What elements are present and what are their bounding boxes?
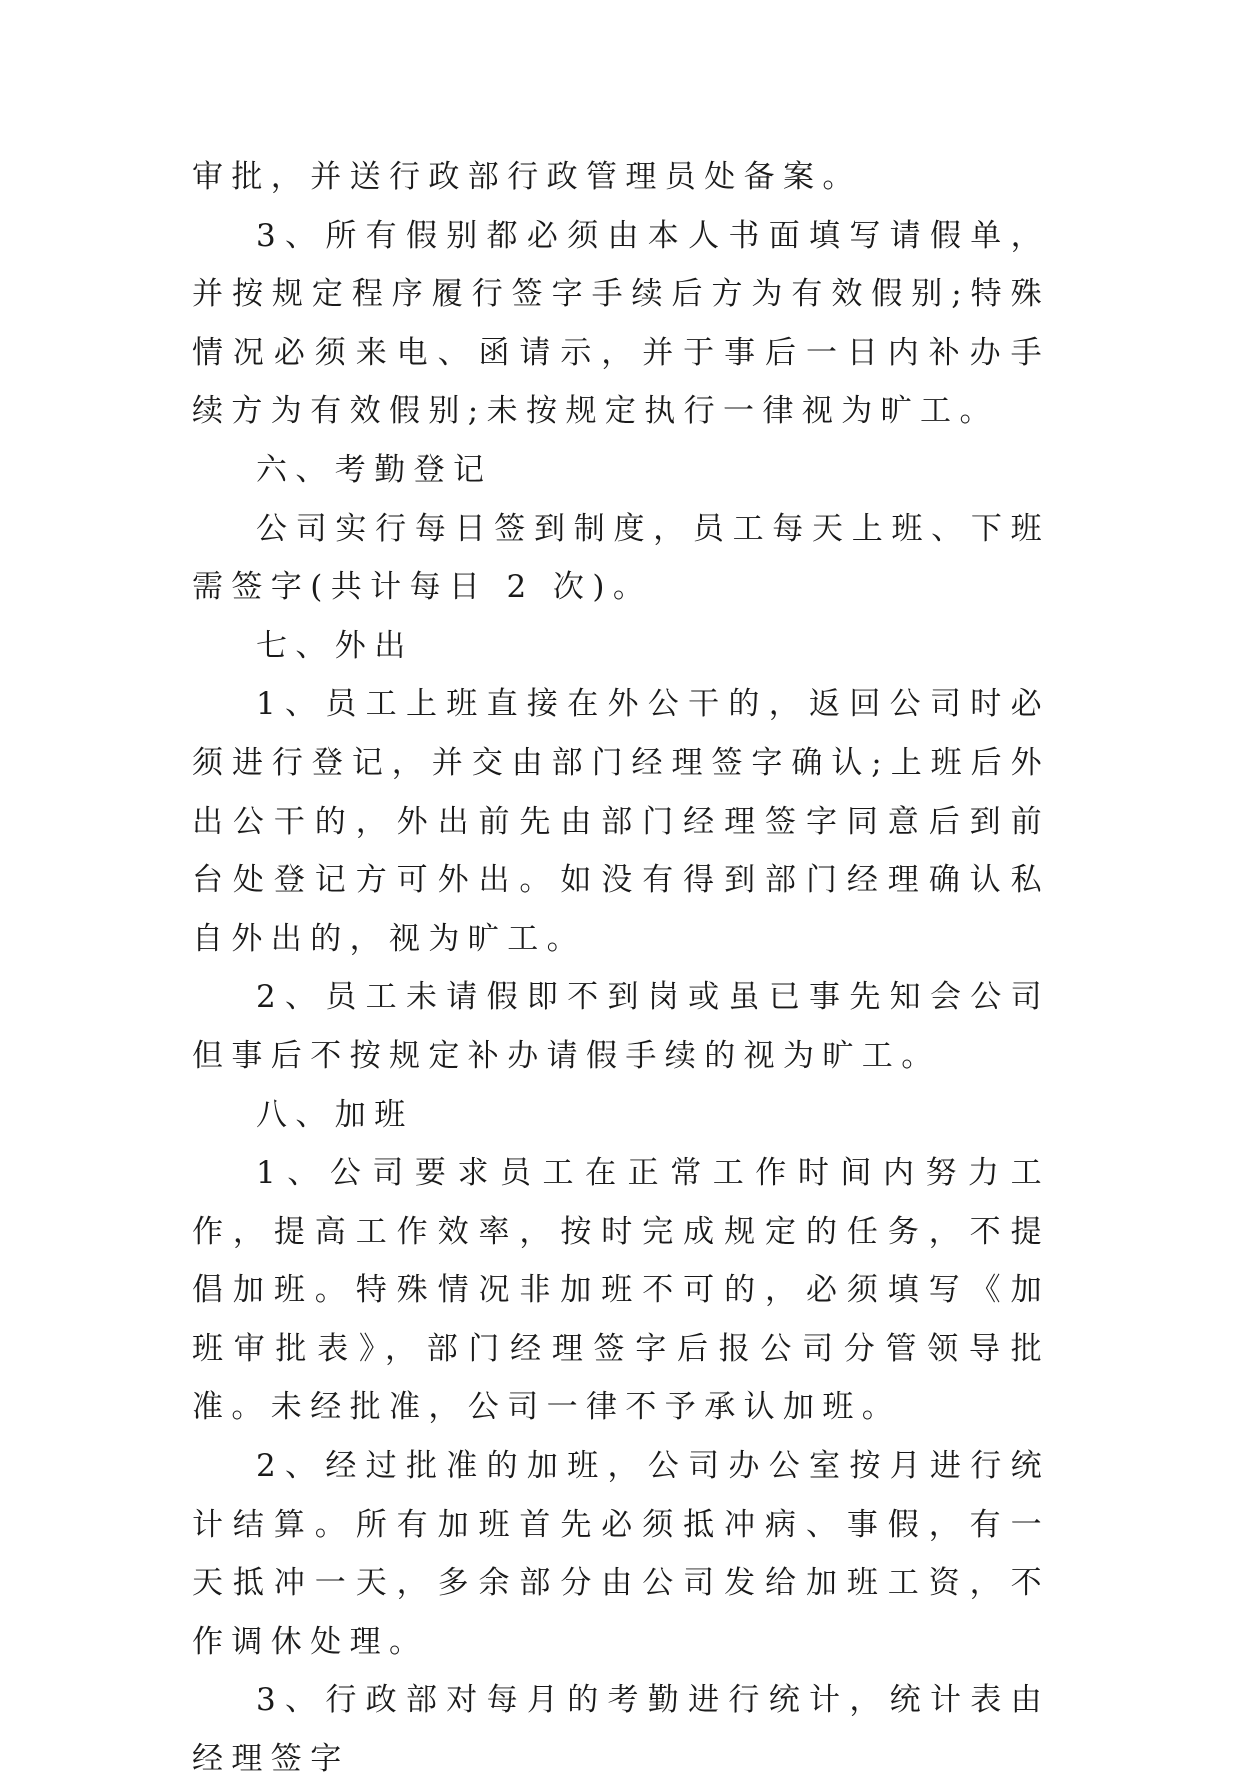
paragraph-sign-in: 公司实行每日签到制度，员工每天上班、下班需签字(共计每日 2 次)。 (192, 510, 1050, 606)
section-heading-going-out: 七、外出 (256, 627, 414, 664)
paragraph-going-out-2: 2、员工未请假即不到岗或虽已事先知会公司但事后不按规定补办请假手续的视为旷工。 (192, 979, 1050, 1074)
section-heading-overtime: 八、加班 (256, 1096, 414, 1133)
paragraph-overtime-2: 2、经过批准的加班，公司办公室按月进行统计结算。所有加班首先必须抵冲病、事假，有一天抵冲一天，多余部分由公司发给加班工资，不作调休处理。 (192, 1448, 1050, 1660)
paragraph-continuation: 审批，并送行政部行政管理员处备案。 (192, 159, 862, 195)
document-body (192, 148, 1050, 1789)
section-heading-attendance: 六、考勤登记 (256, 451, 493, 488)
paragraph-overtime-1: 1、公司要求员工在正常工作时间内努力工作，提高工作效率，按时完成规定的任务，不提倡加班。特殊情况非加班不可的，必须填写《加班审批表》，部门经理签字后报公司分管领导批准。未经批准，公司一律不予承认加班。 (192, 1155, 1050, 1426)
paragraph-leave-procedure: 3、所有假别都必须由本人书面填写请假单，并按规定程序履行签字手续后方为有效假别;特殊情况必须来电、函请示，并于事后一日内补办手续方为有效假别;未按规定执行一律视为旷工。 (192, 217, 1050, 430)
paragraph-going-out-1: 1、员工上班直接在外公干的，返回公司时必须进行登记，并交由部门经理签字确认;上班后外出公干的，外出前先由部门经理签字同意后到前台处登记方可外出。如没有得到部门经理确认私自外出的，视为旷工。 (192, 686, 1050, 957)
paragraph-overtime-3: 3、行政部对每月的考勤进行统计，统计表由经理签字 (192, 1682, 1050, 1778)
